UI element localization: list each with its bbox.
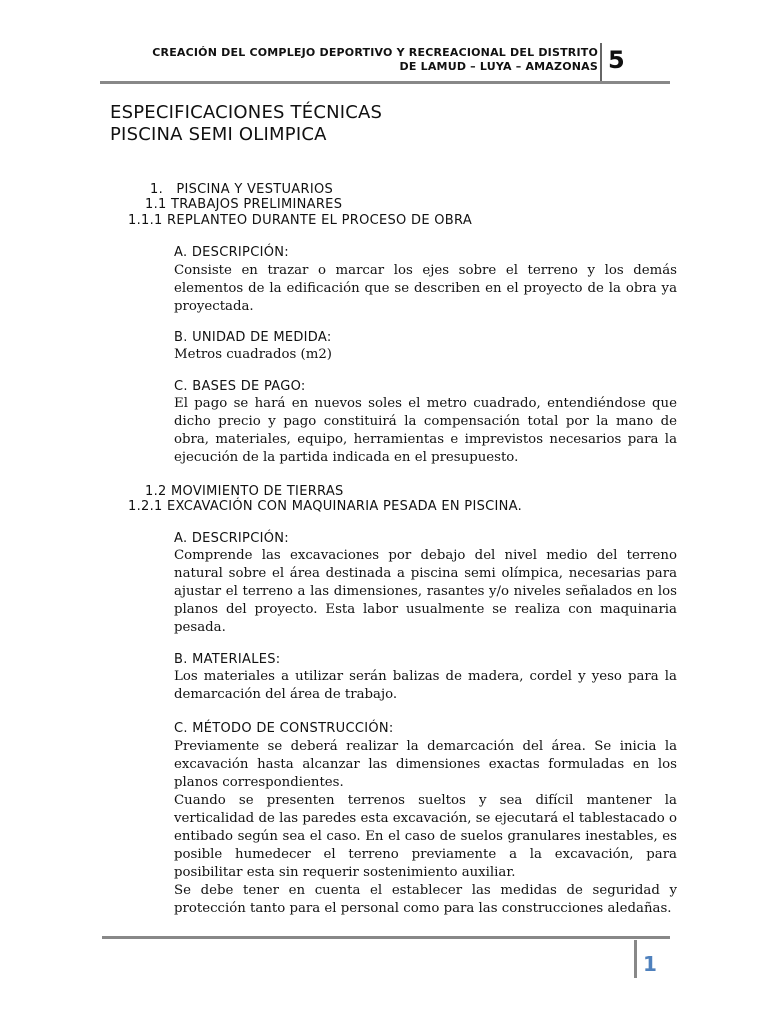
project-title-line1: CREACIÓN DEL COMPLEJO DEPORTIVO Y RECREACIONAL DEL DISTRITO [152, 46, 598, 59]
excavacion-method-heading: C. MÉTODO DE CONSTRUCCIÓN: [174, 721, 394, 736]
replanteo-unit-heading: B. UNIDAD DE MEDIDA: [174, 330, 332, 345]
section-heading-1-2 [145, 484, 344, 500]
page-number: 1 [643, 952, 657, 976]
replanteo-description-text [174, 262, 677, 316]
excavacion-method-text [174, 738, 677, 918]
paragraph: Consiste en trazar o marcar los ejes sobre el terreno y los demás elementos de la edificación que se describen en el proyecto de la obra ya proyectada. [174, 263, 677, 314]
footer-divider-vertical [634, 940, 637, 978]
document-title [110, 102, 382, 146]
replanteo-unit-text [174, 346, 677, 364]
chapter-number: 5 [608, 46, 625, 74]
page-header [100, 43, 670, 83]
paragraph: El pago se hará en nuevos soles el metro cuadrado, entendiéndose que dicho precio y pago constituirá la compensación total por la mano de obra, materiales, equipo, herramientas e imprevistos necesarios para la ejecución de la partida indicada en el presupuesto. [174, 396, 677, 465]
document-title-line2: PISCINA SEMI OLIMPICA [110, 124, 327, 145]
paragraph: Se debe tener en cuenta el establecer las medidas de seguridad y protección tanto para el personal como para las construcciones aledañas. [174, 883, 677, 916]
section-number: 1.2.1 [128, 499, 163, 514]
replanteo-description-heading: A. DESCRIPCIÓN: [174, 245, 289, 260]
header-divider-vertical [600, 43, 602, 83]
document-title-line1: ESPECIFICACIONES TÉCNICAS [110, 102, 383, 123]
replanteo-payment-text [174, 395, 677, 467]
section-number: 1.2 [145, 484, 167, 499]
header-rule [100, 81, 670, 84]
project-title [152, 46, 598, 74]
project-title-line2: DE LAMUD – LUYA – AMAZONAS [399, 60, 598, 73]
excavacion-materials-text [174, 668, 677, 704]
paragraph: Previamente se deberá realizar la demarcación del área. Se inicia la excavación hasta alcanzar las dimensiones exactas formuladas en los planos correspondientes. [174, 739, 677, 790]
section-heading-1-2-1 [128, 499, 522, 515]
section-number: 1. [150, 182, 164, 197]
paragraph: Los materiales a utilizar serán balizas de madera, cordel y yeso para la demarcación del área de trabajo. [174, 669, 677, 702]
excavacion-materials-heading: B. MATERIALES: [174, 652, 281, 667]
paragraph: Cuando se presenten terrenos sueltos y sea difícil mantener la verticalidad de las paredes esta excavación, se ejecutará el tablestacado o entibado según sea el caso. En el caso de suelos granulares inestables, es posible humedecer el terreno previamente a la excavación, para posibilitar esta sin requerir sostenimiento auxiliar. [174, 793, 677, 880]
paragraph: Comprende las excavaciones por debajo del nivel medio del terreno natural sobre el área destinada a piscina semi olímpica, necesarias para ajustar el terreno a las dimensiones, rasantes y/o niveles señalados en los planos del proyecto. Esta labor usualmente se realiza con maquinaria pesada. [174, 548, 677, 635]
footer-rule [102, 936, 670, 939]
section-label: REPLANTEO DURANTE EL PROCESO DE OBRA [167, 213, 473, 228]
excavacion-description-text [174, 547, 677, 637]
replanteo-payment-heading: C. BASES DE PAGO: [174, 379, 306, 394]
excavacion-description-heading: A. DESCRIPCIÓN: [174, 531, 289, 546]
section-heading-1 [150, 182, 333, 198]
section-number: 1.1.1 [128, 213, 163, 228]
section-label: EXCAVACIÓN CON MAQUINARIA PESADA EN PISCINA. [167, 499, 523, 514]
section-heading-1-1-1 [128, 213, 472, 229]
section-number: 1.1 [145, 197, 167, 212]
section-label: MOVIMIENTO DE TIERRAS [171, 484, 344, 499]
paragraph: Metros cuadrados (m2) [174, 347, 332, 362]
section-label: PISCINA Y VESTUARIOS [176, 182, 334, 197]
section-heading-1-1 [145, 197, 342, 213]
section-label: TRABAJOS PRELIMINARES [171, 197, 343, 212]
